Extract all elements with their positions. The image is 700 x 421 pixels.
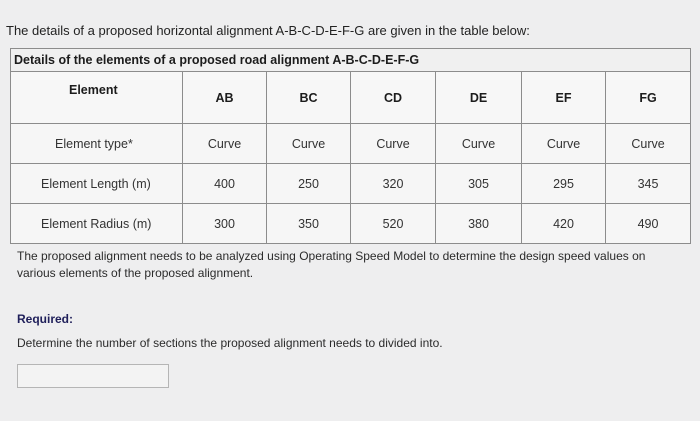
instruction-text: Determine the number of sections the proposed alignment needs to divided into. <box>17 336 443 350</box>
table-cell: 490 <box>606 204 691 244</box>
table-cell: 520 <box>351 204 436 244</box>
intro-text: The details of a proposed horizontal alignment A-B-C-D-E-F-G are given in the table below: <box>6 23 530 38</box>
column-header-de: DE <box>436 72 522 124</box>
table-cell: 250 <box>267 164 351 204</box>
table-cell: Curve <box>183 124 267 164</box>
column-header-ef: EF <box>522 72 606 124</box>
table-cell: Curve <box>436 124 522 164</box>
table-cell: Curve <box>606 124 691 164</box>
table-cell: 300 <box>183 204 267 244</box>
table-cell: 350 <box>267 204 351 244</box>
table-cell: 320 <box>351 164 436 204</box>
table-row-element-length <box>11 164 691 204</box>
note-text: The proposed alignment needs to be analyzed using Operating Speed Model to determine the design speed values on various elements of the proposed alignment. <box>17 249 646 280</box>
row-label-element-type: Element type* <box>11 124 183 164</box>
table-cell: Curve <box>522 124 606 164</box>
required-label: Required: <box>17 312 74 326</box>
table-header-row <box>11 72 691 124</box>
column-header-fg: FG <box>606 72 691 124</box>
table-cell: Curve <box>351 124 436 164</box>
table-cell: 380 <box>436 204 522 244</box>
column-header-cd: CD <box>351 72 436 124</box>
column-header-bc: BC <box>267 72 351 124</box>
table-cell: 400 <box>183 164 267 204</box>
column-header-element: Element <box>11 72 183 124</box>
table-row-element-type <box>11 124 691 164</box>
column-header-ab: AB <box>183 72 267 124</box>
table-row-element-radius <box>11 204 691 244</box>
row-label-element-radius: Element Radius (m) <box>11 204 183 244</box>
table-cell: 295 <box>522 164 606 204</box>
row-label-element-length: Element Length (m) <box>11 164 183 204</box>
table-cell: 305 <box>436 164 522 204</box>
table-caption: Details of the elements of a proposed road alignment A-B-C-D-E-F-G <box>11 49 691 72</box>
alignment-table-container <box>10 48 690 244</box>
table-cell: Curve <box>267 124 351 164</box>
table-cell: 345 <box>606 164 691 204</box>
alignment-table <box>10 48 691 244</box>
answer-input[interactable] <box>17 364 169 388</box>
table-cell: 420 <box>522 204 606 244</box>
